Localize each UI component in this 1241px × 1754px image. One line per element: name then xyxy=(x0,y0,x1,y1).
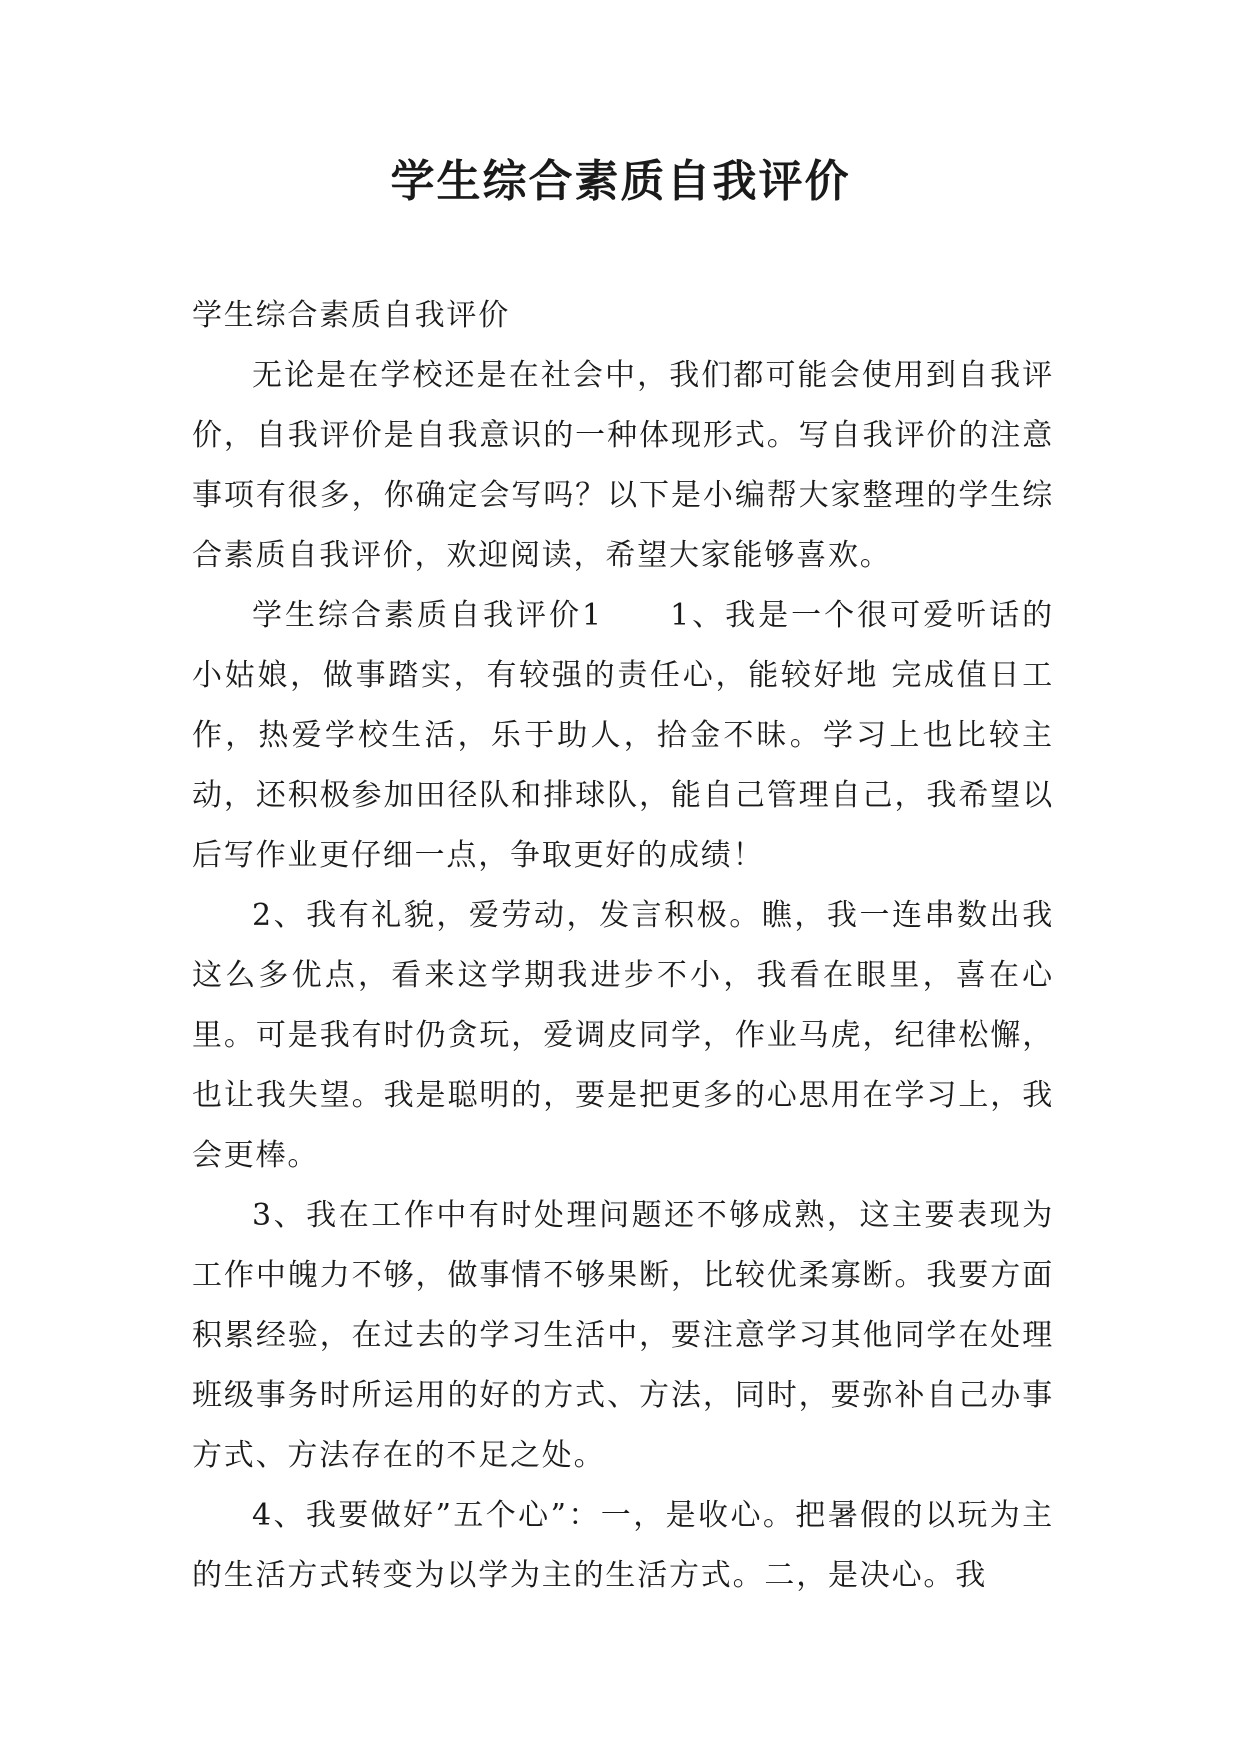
evaluation-paragraph-4: 4、我要做好”五个心”：一，是收心。把暑假的以玩为主的生活方式转变为以学为主的生活方式。二，是决心。我 xyxy=(192,1498,1054,1593)
evaluation-paragraph-2: 2、我有礼貌，爱劳动，发言积极。瞧，我一连串数出我这么多优点，看来这学期我进步不小，我看在眼里，喜在心里。可是我有时仍贪玩，爱调皮同学，作业马虎，纪律松懈，也让我失望。我是聪明的，要是把更多的心思用在学习上，我会更棒。 xyxy=(192,898,1054,1173)
subtitle-paragraph: 学生综合素质自我评价 xyxy=(192,298,510,333)
intro-paragraph: 无论是在学校还是在社会中，我们都可能会使用到自我评价，自我评价是自我意识的一种体现形式。写自我评价的注意事项有很多，你确定会写吗？以下是小编帮大家整理的学生综合素质自我评价，欢迎阅读，希望大家能够喜欢。 xyxy=(192,358,1054,573)
document-body xyxy=(192,286,1054,1606)
evaluation-paragraph-3: 3、我在工作中有时处理问题还不够成熟，这主要表现为工作中魄力不够，做事情不够果断，比较优柔寡断。我要方面积累经验，在过去的学习生活中，要注意学习其他同学在处理班级事务时所运用的好的方式、方法，同时，要弥补自己办事方式、方法存在的不足之处。 xyxy=(192,1198,1054,1473)
document-title: 学生综合素质自我评价 xyxy=(390,156,851,207)
evaluation-paragraph-1: 学生综合素质自我评价1 1、我是一个很可爱听话的小姑娘，做事踏实，有较强的责任心，能较好地 完成值日工作，热爱学校生活，乐于助人，拾金不昧。学习上也比较主动，还积极参加田径队和排球队，能自己管理自己，我希望以后写作业更仔细一点，争取更好的成绩！ xyxy=(192,598,1054,873)
